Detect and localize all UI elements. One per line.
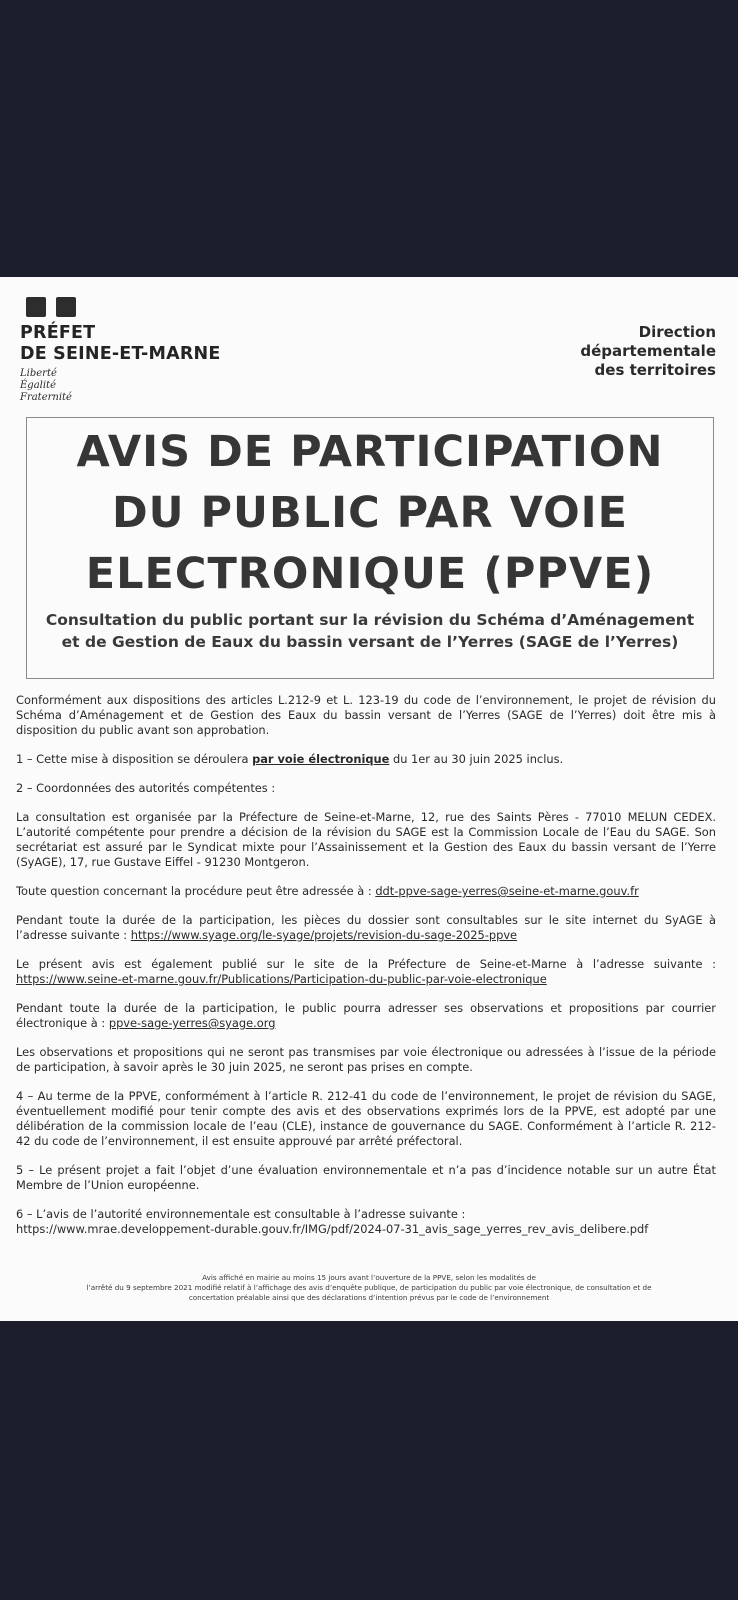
item-5-paragraph: 5 – Le présent projet a fait l’objet d’une évaluation environnementale et n’a pas d’incidence notable sur un autre État Membre de l’Union européenne.	[16, 1163, 716, 1192]
title-line-1: AVIS DE PARTICIPATION	[76, 427, 664, 477]
direction-line-1: Direction	[638, 323, 716, 341]
question-prefix: Toute question concernant la procédure peut être adressée à :	[16, 884, 376, 898]
question-paragraph	[16, 884, 716, 899]
motto-liberte: Liberté	[20, 368, 57, 379]
prefecture-url-link[interactable]: https://www.seine-et-marne.gouv.fr/Publications/Participation-du-public-par-voie-electronique	[16, 972, 547, 986]
notice-title	[27, 418, 713, 605]
footer-line-1: Avis affiché en mairie au moins 15 jours avant l’ouverture de la PPVE, selon les modalités de	[202, 1273, 536, 1282]
item-2-paragraph: 2 – Coordonnées des autorités compétentes :	[16, 781, 276, 795]
intro-paragraph: Conformément aux dispositions des articles L.212-9 et L. 123-19 du code de l’environnement, le projet de révision du Schéma d’Aménagement et de Gestion des Eaux du bassin versant de l’Yerres (SAGE de l’Yerres) doit être mis à disposition du public avant son approbation.	[16, 693, 716, 737]
prefecture-name	[20, 323, 260, 365]
publie-prefix: Le présent avis est également publié sur le site de la Préfecture de Seine-et-Marne à l’adresse suivante :	[16, 957, 716, 971]
item-6-text: 6 – L’avis de l’autorité environnementale est consultable à l’adresse suivante :	[16, 1207, 466, 1221]
publie-paragraph	[16, 957, 716, 987]
direction-line-3: des territoires	[594, 361, 716, 379]
footer-line-2: l’arrêté du 9 septembre 2021 modifié relatif à l’affichage des avis d’enquête publique, de participation du public par voie électronique, de consultation et de	[86, 1283, 652, 1292]
consultation-paragraph: La consultation est organisée par la Préfecture de Seine-et-Marne, 12, rue des Saints Pères - 77010 MELUN CEDEX. L’autorité compétente pour prendre a décision de la révision du SAGE est la Commission Locale de l’Eau du SAGE. Son secrétariat est assuré par le Syndicat mixte pour l’Assainissement et la Gestion des Eaux du bassin versant de l’Yerre (SyAGE), 17, rue Gustave Eiffel - 91230 Montgeron.	[16, 810, 716, 869]
direction-line-2: départementale	[580, 342, 716, 360]
syage-url-link[interactable]: https://www.syage.org/le-syage/projets/revision-du-sage-2025-ppve	[130, 928, 518, 942]
item-1-paragraph	[16, 752, 716, 767]
item-1-emphasis: par voie électronique	[252, 752, 390, 766]
item-4-paragraph: 4 – Au terme de la PPVE, conformément à l’article R. 212-41 du code de l’environnement, le projet de révision du SAGE, éventuellement modifié pour tenir compte des avis et des observations exprimés lors de la PPVE, est adopté par une délibération de la commission locale de l’eau (CLE), instance de gouvernance du SAGE. Conformément à l’article R. 212-42 du code de l’environnement, il est ensuite approuvé par arrêté préfectoral.	[16, 1089, 716, 1148]
prefet-line-2: DE SEINE-ET-MARNE	[20, 344, 221, 364]
motto-egalite: Égalité	[20, 380, 56, 391]
pieces-paragraph	[16, 913, 716, 943]
mrae-url-link[interactable]: https://www.mrae.developpement-durable.gouv.fr/IMG/pdf/2024-07-31_avis_sage_yerres_rev_avis_delibere.pdf	[16, 1222, 649, 1236]
title-box	[26, 417, 714, 679]
notice-body	[16, 693, 716, 1251]
direction-label	[580, 323, 716, 380]
motto-fraternite: Fraternité	[20, 392, 72, 403]
courrier-prefix: Pendant toute la durée de la participation, le public pourra adresser ses observations et propositions par courrier électronique à :	[16, 1001, 716, 1030]
prefet-line-1: PRÉFET	[20, 323, 96, 343]
title-line-2: DU PUBLIC PAR VOIE	[111, 488, 629, 538]
footer-note	[20, 1273, 718, 1303]
footer-line-3: concertation préalable ainsi que des déclarations d’intention prévus par le code de l’environnement	[188, 1293, 550, 1302]
item-6-paragraph	[16, 1207, 716, 1237]
notice-document	[0, 277, 738, 1321]
republic-motto	[20, 368, 260, 404]
item-1-prefix: 1 – Cette mise à disposition se déroulera	[16, 752, 253, 766]
title-line-3: ELECTRONIQUE (PPVE)	[85, 549, 655, 599]
pieces-prefix: Pendant toute la durée de la participation, les pièces du dossier sont consultables sur le site internet du SyAGE à l’adresse suivante :	[16, 913, 716, 942]
item-1-suffix: du 1er au 30 juin 2025 inclus.	[389, 752, 564, 766]
question-email-link[interactable]: ddt-ppve-sage-yerres@seine-et-marne.gouv.fr	[375, 884, 639, 898]
courrier-paragraph	[16, 1001, 716, 1031]
marianne-logo-icon	[20, 297, 76, 317]
notice-subtitle	[27, 609, 713, 653]
subtitle-line-2: et de Gestion de Eaux du bassin versant de l’Yerres (SAGE de l’Yerres)	[61, 633, 679, 651]
observations-paragraph: Les observations et propositions qui ne seront pas transmises par voie électronique ou adressées à l’issue de la période de participation, à savoir après le 30 juin 2025, ne seront pas prises en compte.	[16, 1045, 716, 1074]
subtitle-line-1: Consultation du public portant sur la révision du Schéma d’Aménagement	[45, 611, 695, 629]
courrier-email-link[interactable]: ppve-sage-yerres@syage.org	[108, 1016, 276, 1030]
prefecture-header	[20, 297, 260, 404]
